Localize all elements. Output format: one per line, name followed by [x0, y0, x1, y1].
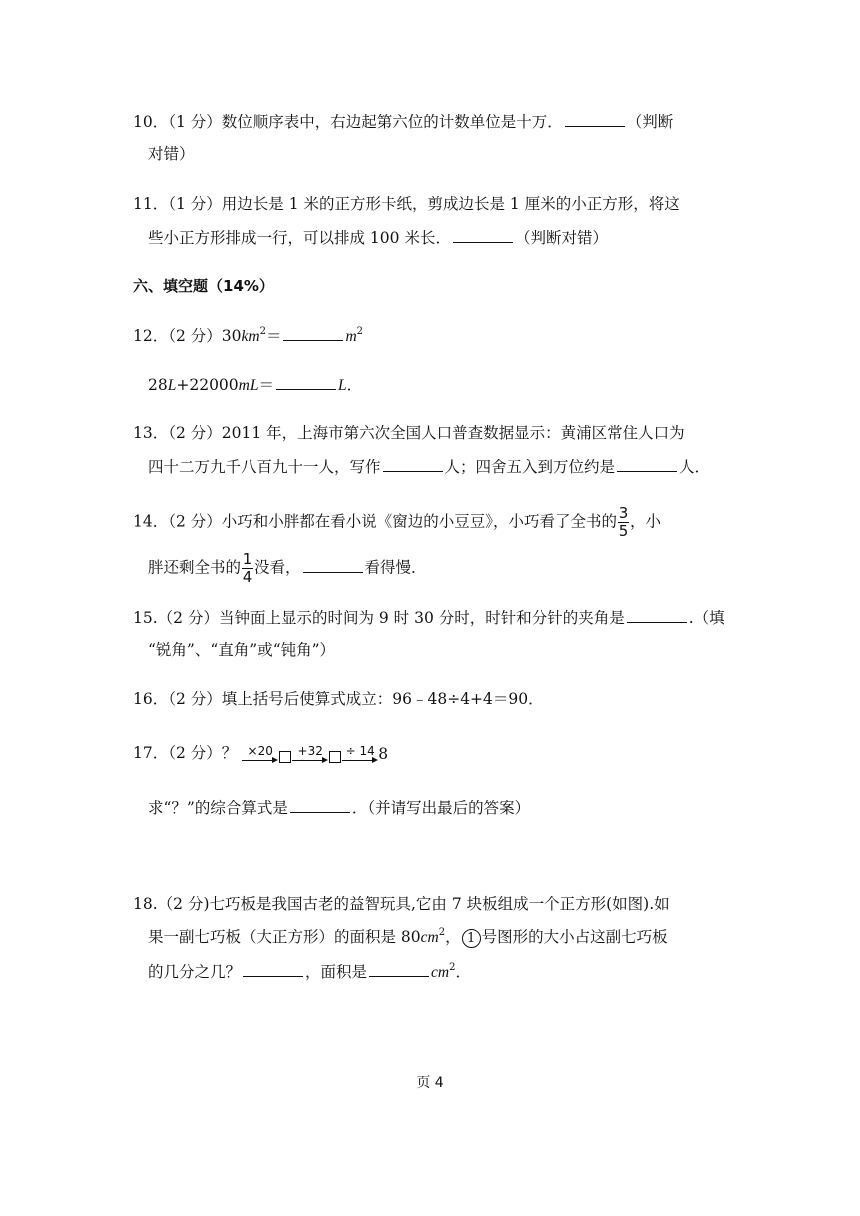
answer-blank[interactable]	[276, 373, 336, 390]
q18-line1: 18.（2 分)七巧板是我国古老的益智玩具,它由 7 块板组成一个正方形(如图).如	[133, 895, 670, 913]
arrow-icon	[292, 757, 328, 765]
operation-plus-32: +32	[292, 745, 328, 765]
q12-line2: 28L+22000mL＝ L．	[148, 373, 362, 397]
arrow-icon	[342, 757, 378, 765]
answer-blank[interactable]	[565, 110, 625, 127]
answer-blank[interactable]	[383, 455, 443, 472]
q10-line1: 10．（1 分）数位顺序表中，右边起第六位的计数单位是十万． （判断	[133, 110, 673, 133]
q18-line2: 果一副七巧板（大正方形）的面积是 $80cm^2$， 1 号图形的大小占这副七巧板	[148, 927, 668, 946]
q14-line2: 胖还剩全书的 $\frac{1}{4}$ 没看， 看得慢．	[148, 550, 427, 586]
operation-times-20: ×20	[242, 745, 278, 765]
q14-line1: 14．（2 分）小巧和小胖都在看小说《窗边的小豆豆》，小巧看了全书的 $\frac{3}{5}$ ，小	[133, 504, 662, 540]
q17-line1: 17．（2 分）？ ×20 +32 ÷ 14 8	[133, 744, 389, 763]
empty-box[interactable]	[329, 751, 341, 763]
answer-blank[interactable]	[453, 226, 513, 243]
answer-blank[interactable]	[617, 455, 677, 472]
q18-line3: 的几分之几？ ，面积是 $cm^2$．	[148, 962, 471, 981]
answer-blank[interactable]	[627, 606, 687, 623]
page-number: 页 4	[416, 1075, 444, 1091]
answer-blank[interactable]	[303, 556, 363, 573]
q13-line1: 13．（2 分）2011 年，上海市第六次全国人口普查数据显示：黄浦区常住人口为	[133, 424, 685, 442]
fraction: $\frac{1}{4}$	[242, 550, 253, 586]
fraction: $\frac{3}{5}$	[618, 504, 629, 540]
empty-box[interactable]	[279, 751, 291, 763]
circled-number: 1	[462, 929, 481, 948]
answer-blank[interactable]	[283, 324, 343, 341]
q15-line2: “锐角”、“直角”或“钝角”）	[148, 641, 336, 659]
answer-blank[interactable]	[369, 960, 429, 977]
arrow-icon	[242, 757, 278, 765]
section-heading: 六、填空题（14%）	[133, 277, 274, 295]
q17-line2: 求“？”的综合算式是 ．（并请写出最后的答案）	[148, 796, 530, 819]
operation-flow: ×20 +32 ÷ 14 8	[242, 743, 388, 765]
q13-line2: 四十二万九千八百九十一人，写作 人；四舍五入到万位约是 人．	[148, 455, 710, 478]
q15-line1: 15.（2 分）当钟面上显示的时间为 9 时 30 分时，时针和分针的夹角是 .（填	[133, 606, 725, 629]
q12-line1: 12．（2 分）$30km^2= m^2$	[133, 326, 364, 345]
answer-blank[interactable]	[243, 960, 303, 977]
q11-line2: 些小正方形排成一行，可以排成 100 米长． （判断对错）	[148, 226, 608, 249]
q16-line1: 16．（2 分）填上括号后使算式成立：96﹣48÷4+4＝90．	[133, 690, 544, 708]
q11-line1: 11．（1 分）用边长是 1 米的正方形卡纸，剪成边长是 1 厘米的小正方形，将这	[133, 195, 680, 213]
answer-blank[interactable]	[290, 796, 350, 813]
q10-line2: 对错）	[148, 145, 195, 163]
operation-divide-14: ÷ 14	[342, 745, 378, 765]
